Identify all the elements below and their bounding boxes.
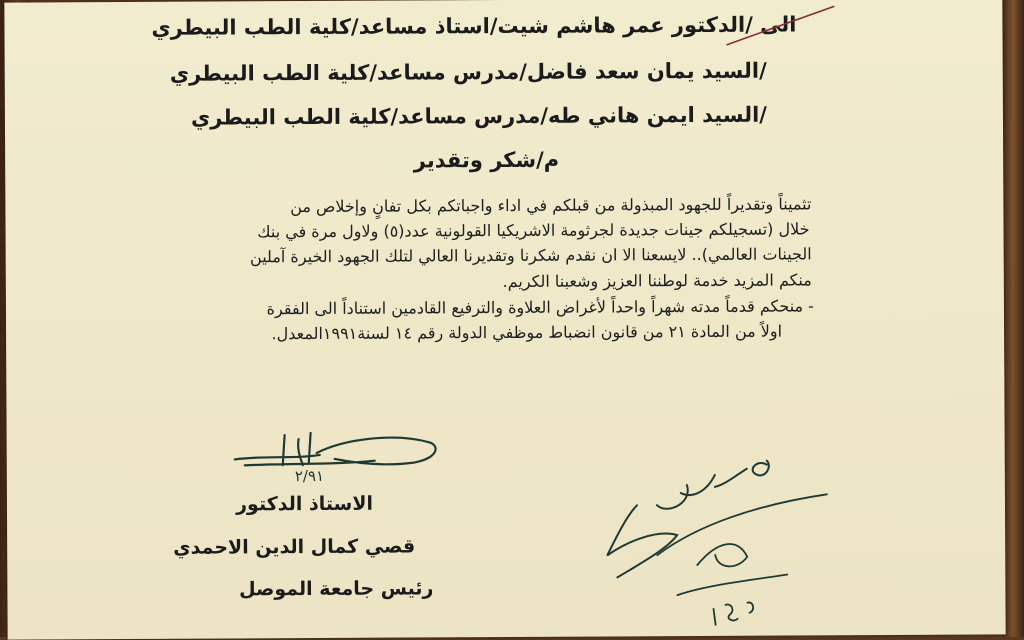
letter-paper (4, 0, 1005, 640)
recipient-line-3: /السيد ايمن هاني طه/مدرس مساعد/كلية الطب البيطري (190, 102, 767, 130)
subject-line: م/شكر وتقدير (413, 147, 560, 173)
body-line-1: تثميناً وتقديراً للجهود المبذولة من قبلكم في اداء واجباتكم بكل تفانٍ وإخلاص من (290, 194, 812, 217)
strike-mark (724, 2, 844, 49)
body-line-3: الجينات العالمي).. لايسعنا الا ان نقدم شكرنا وتقديرنا العالي لتلك الجهود الخيرة آملين (249, 244, 812, 267)
body-line-4: منكم المزيد خدمة لوطننا العزيز وشعبنا الكريم. (502, 270, 812, 292)
body-line-2: خلال (تسجيلكم جينات جديدة لجرثومة الاشريكيا القولونية عدد(٥) ولاول مرة في بنك (257, 219, 810, 242)
recipient-line-1: الى /الدكتور عمر هاشم شيت/استاذ مساعد/كلية الطب البيطري (151, 12, 797, 40)
desk-surface-right (1002, 0, 1024, 637)
signatory-position: رئيس جامعة الموصل (238, 577, 434, 601)
recipient-line-2: /السيد يمان سعد فاضل/مدرس مساعد/كلية الطب البيطري (169, 58, 767, 86)
signatory-title: الاستاذ الدكتور (236, 492, 374, 516)
handwritten-annotation (597, 444, 838, 631)
grant-line-1: - منحكم قدماً مدته شهراً واحداً لأغراض العلاوة والترفيع القادمين استناداً الى الفقرة (266, 296, 814, 319)
grant-line-2: اولاً من المادة ٢١ من قانون انضباط موظفي الدولة رقم ١٤ لسنة١٩٩١المعدل. (271, 321, 783, 344)
signature-president (225, 424, 445, 495)
signature-date-note: ٢/٩١ (294, 466, 325, 486)
signatory-name: قصي كمال الدين الاحمدي (173, 535, 416, 559)
